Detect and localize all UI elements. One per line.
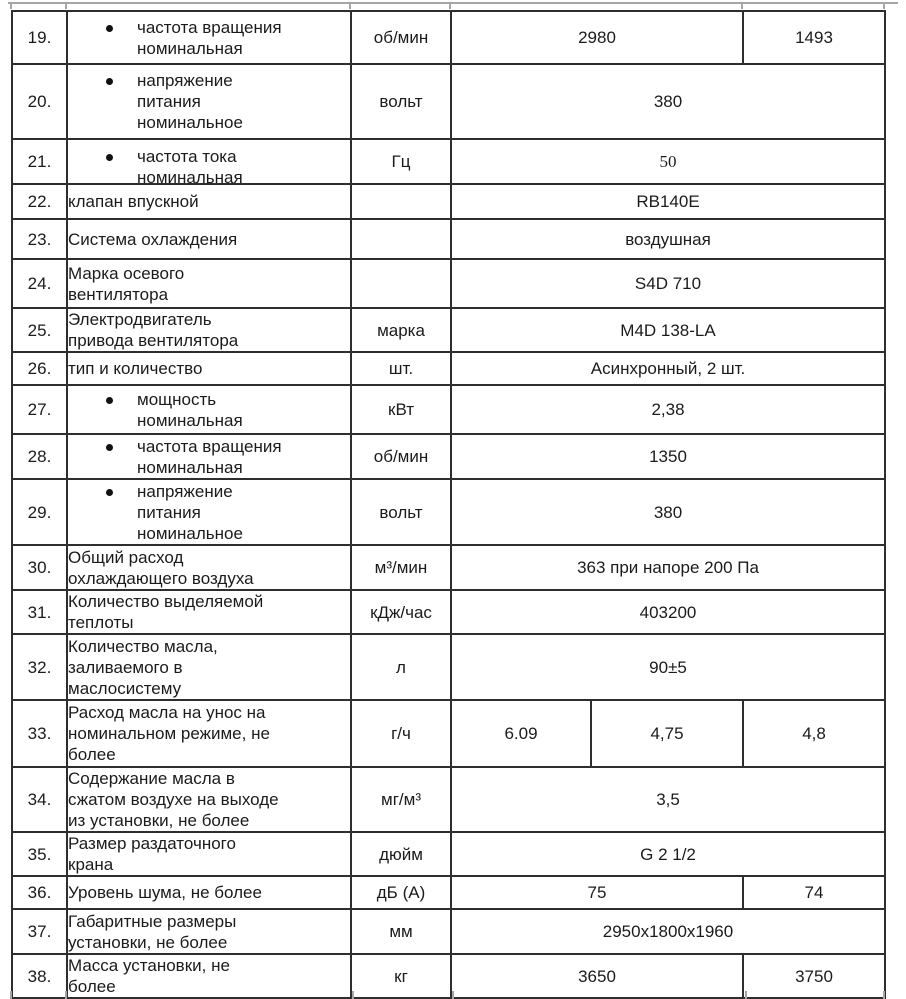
value-cell: 90±5 (451, 634, 885, 700)
param-name-text: клапан впускной (68, 192, 199, 211)
param-name-cell (67, 954, 351, 998)
table-row (12, 11, 885, 64)
unit-cell: вольт (351, 64, 451, 139)
table-row (12, 308, 885, 352)
row-number-cell: 19. (12, 11, 67, 64)
unit-cell: г/ч (351, 700, 451, 767)
param-name-cell (67, 700, 351, 767)
unit-cell: шт. (351, 352, 451, 385)
value-cell: 4,75 (591, 700, 743, 767)
bottom-cut-row-tick (352, 991, 354, 999)
value-cell: 4,8 (743, 700, 885, 767)
row-number-cell: 31. (12, 590, 67, 634)
unit-cell: об/мин (351, 11, 451, 64)
param-name-cell (67, 184, 351, 219)
table-row (12, 590, 885, 634)
param-name-text: Количество масла, заливаемого в маслосистему (68, 636, 218, 698)
row-number-cell: 37. (12, 909, 67, 954)
param-name-cell (67, 11, 351, 64)
row-number-cell: 35. (12, 832, 67, 876)
row-number-cell: 34. (12, 767, 67, 832)
param-name-cell (67, 545, 351, 590)
row-number-cell: 24. (12, 259, 67, 308)
unit-cell: мм (351, 909, 451, 954)
value-cell: 403200 (451, 590, 885, 634)
value-cell: 3650 (451, 954, 743, 998)
top-cut-row-tick (10, 2, 12, 9)
param-name-text: мощность номинальная (137, 389, 243, 430)
table-row (12, 954, 885, 998)
param-name-text: напряжение питания номинальное (137, 481, 243, 543)
row-number-cell: 30. (12, 545, 67, 590)
row-number-cell: 33. (12, 700, 67, 767)
param-name-text: Количество выделяемой теплоты (68, 592, 264, 632)
value-cell: 2,38 (451, 385, 885, 434)
row-number-cell: 25. (12, 308, 67, 352)
top-cut-row-tick (449, 2, 451, 9)
bullet-icon (106, 444, 113, 451)
value-cell: RB140E (451, 184, 885, 219)
value-cell: 6.09 (451, 700, 591, 767)
table-row (12, 545, 885, 590)
top-cut-row-tick (65, 2, 67, 9)
table-row (12, 64, 885, 139)
param-name-cell (67, 308, 351, 352)
row-number-cell: 26. (12, 352, 67, 385)
table-row (12, 434, 885, 479)
param-name-cell (67, 767, 351, 832)
bottom-cut-row-tick (745, 991, 747, 999)
param-name-text: Марка осевого вентилятора (68, 263, 185, 304)
unit-cell (351, 259, 451, 308)
unit-cell: л (351, 634, 451, 700)
param-name-text: частота тока номинальная (137, 146, 243, 187)
param-name-text: Габаритные размеры установки, не более (68, 911, 237, 952)
row-number-cell: 38. (12, 954, 67, 998)
table-row (12, 832, 885, 876)
unit-cell: дБ (А) (351, 876, 451, 909)
param-name-cell (67, 909, 351, 954)
table-row (12, 767, 885, 832)
top-cut-row-tick (349, 2, 351, 9)
param-name-text: частота вращения номинальная (137, 17, 282, 58)
row-number-cell: 23. (12, 219, 67, 259)
param-name-text: Содержание масла в сжатом воздухе на выходе из установки, не более (68, 769, 279, 830)
table-row (12, 479, 885, 545)
param-name-cell (67, 479, 351, 545)
unit-cell: кг (351, 954, 451, 998)
unit-cell: об/мин (351, 434, 451, 479)
value-cell: 50 (451, 139, 885, 184)
table-row (12, 634, 885, 700)
value-cell: G 2 1/2 (451, 832, 885, 876)
param-name-text: Расход масла на унос на номинальном режиме, не более (68, 703, 270, 764)
param-name-text: тип и количество (68, 359, 203, 378)
bullet-icon (106, 78, 113, 85)
value-cell: 380 (451, 64, 885, 139)
bullet-icon (106, 397, 113, 404)
bullet-icon (106, 489, 113, 496)
param-name-text: Уровень шума, не более (68, 883, 262, 902)
param-name-cell (67, 590, 351, 634)
table-row (12, 385, 885, 434)
row-number-cell: 29. (12, 479, 67, 545)
unit-cell: вольт (351, 479, 451, 545)
bottom-cut-row-tick (65, 991, 67, 999)
top-cut-row-line (8, 2, 898, 4)
value-cell: 3,5 (451, 767, 885, 832)
value-cell: 1493 (743, 11, 885, 64)
unit-cell: мг/м³ (351, 767, 451, 832)
param-name-text: Общий расход охлаждающего воздуха (68, 547, 254, 588)
row-number-cell: 27. (12, 385, 67, 434)
unit-cell: кВт (351, 385, 451, 434)
unit-cell: м³/мин (351, 545, 451, 590)
bullet-icon (106, 154, 113, 161)
param-name-cell (67, 352, 351, 385)
value-cell: M4D 138-LA (451, 308, 885, 352)
unit-cell: Гц (351, 139, 451, 184)
param-name-text: частота вращения номинальная (137, 436, 282, 477)
table-row (12, 352, 885, 385)
value-cell: 74 (743, 876, 885, 909)
value-cell: Асинхронный, 2 шт. (451, 352, 885, 385)
bottom-cut-row-tick (452, 991, 454, 999)
value-cell: 363 при напоре 200 Па (451, 545, 885, 590)
param-name-cell (67, 64, 351, 139)
table-row (12, 219, 885, 259)
value-cell: воздушная (451, 219, 885, 259)
bottom-cut-row-tick (883, 991, 885, 999)
param-name-cell (67, 634, 351, 700)
param-name-cell (67, 876, 351, 909)
table-row (12, 700, 885, 767)
param-name-cell (67, 434, 351, 479)
row-number-cell: 22. (12, 184, 67, 219)
param-name-cell (67, 219, 351, 259)
unit-cell: дюйм (351, 832, 451, 876)
param-name-text: Масса установки, не более (68, 956, 230, 996)
value-cell: 2950x1800x1960 (451, 909, 885, 954)
unit-cell: марка (351, 308, 451, 352)
table-row (12, 876, 885, 909)
value-cell: 1350 (451, 434, 885, 479)
bullet-icon (106, 25, 113, 32)
unit-cell (351, 219, 451, 259)
param-name-cell (67, 139, 351, 187)
bottom-cut-row-tick (10, 991, 12, 999)
table-row (12, 139, 885, 184)
param-name-cell (67, 832, 351, 876)
param-name-cell (67, 385, 351, 434)
spec-table-body (12, 11, 885, 998)
value-cell: 380 (451, 479, 885, 545)
param-name-cell (67, 259, 351, 308)
value-cell: S4D 710 (451, 259, 885, 308)
row-number-cell: 21. (12, 139, 67, 184)
table-row (12, 259, 885, 308)
table-row (12, 184, 885, 219)
value-cell: 2980 (451, 11, 743, 64)
spec-table (11, 10, 886, 999)
row-number-cell: 36. (12, 876, 67, 909)
row-number-cell: 20. (12, 64, 67, 139)
unit-cell (351, 184, 451, 219)
top-cut-row-tick (741, 2, 743, 9)
top-cut-row-tick (883, 2, 885, 9)
row-number-cell: 28. (12, 434, 67, 479)
row-number-cell: 32. (12, 634, 67, 700)
table-row (12, 909, 885, 954)
value-cell: 3750 (743, 954, 885, 998)
param-name-text: Система охлаждения (68, 229, 238, 249)
param-name-text: Размер раздаточного крана (68, 834, 236, 874)
param-name-text: Электродвигатель привода вентилятора (68, 310, 239, 350)
param-name-text: напряжение питания номинальное (137, 71, 243, 132)
value-cell: 75 (451, 876, 743, 909)
unit-cell: кДж/час (351, 590, 451, 634)
